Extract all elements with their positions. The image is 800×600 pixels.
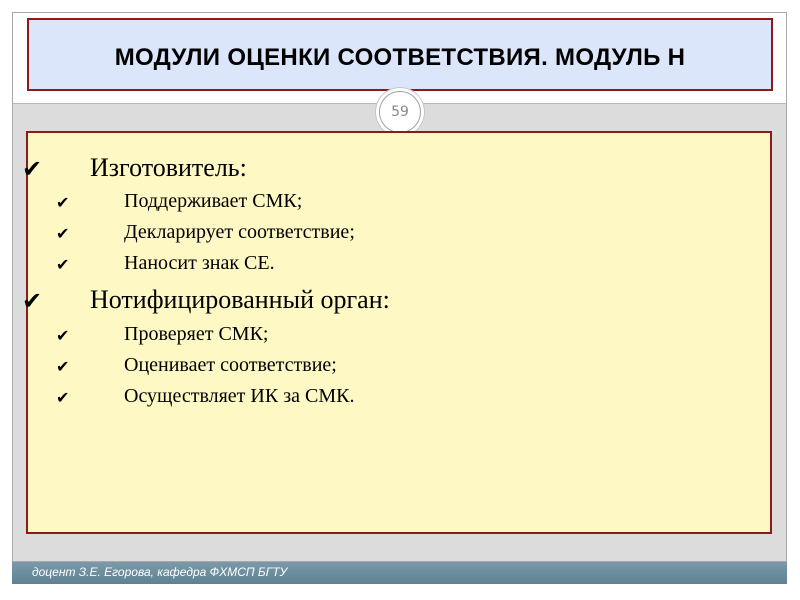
checkmark-icon: ✔ bbox=[22, 287, 43, 315]
page-number: 59 bbox=[391, 104, 409, 120]
checkmark-icon: ✔ bbox=[56, 193, 70, 212]
checkmark-icon: ✔ bbox=[56, 357, 70, 376]
content-box bbox=[22, 131, 772, 534]
bullet-item-label: Декларирует соответствие; bbox=[124, 221, 355, 243]
bullet-heading-label: Нотифицированный орган: bbox=[90, 285, 390, 314]
bullet-item-label: Проверяет СМК; bbox=[124, 323, 269, 345]
page-number-badge bbox=[379, 91, 421, 133]
footer-text: доцент З.Е. Егорова, кафедра ФХМСП БГТУ bbox=[32, 565, 288, 579]
checkmark-icon: ✔ bbox=[22, 155, 43, 183]
slide-title: МОДУЛИ ОЦЕНКИ СООТВЕТСТВИЯ. МОДУЛЬ H bbox=[114, 43, 686, 71]
bullet-item-label: Наносит знак СЕ. bbox=[124, 252, 275, 274]
checkmark-icon: ✔ bbox=[56, 255, 70, 274]
checkmark-icon: ✔ bbox=[56, 326, 70, 345]
checkmark-icon: ✔ bbox=[56, 388, 70, 407]
bullet-item-label: Осуществляет ИК за СМК. bbox=[124, 385, 355, 407]
footer-bar bbox=[12, 562, 787, 584]
bullet-item-label: Поддерживает СМК; bbox=[124, 190, 303, 212]
checkmark-icon: ✔ bbox=[56, 224, 70, 243]
bullet-heading-label: Изготовитель: bbox=[90, 153, 247, 182]
title-area bbox=[13, 13, 786, 103]
title-box bbox=[27, 18, 773, 91]
slide-frame bbox=[12, 12, 787, 562]
bullet-item-label: Оценивает соответствие; bbox=[124, 354, 337, 376]
